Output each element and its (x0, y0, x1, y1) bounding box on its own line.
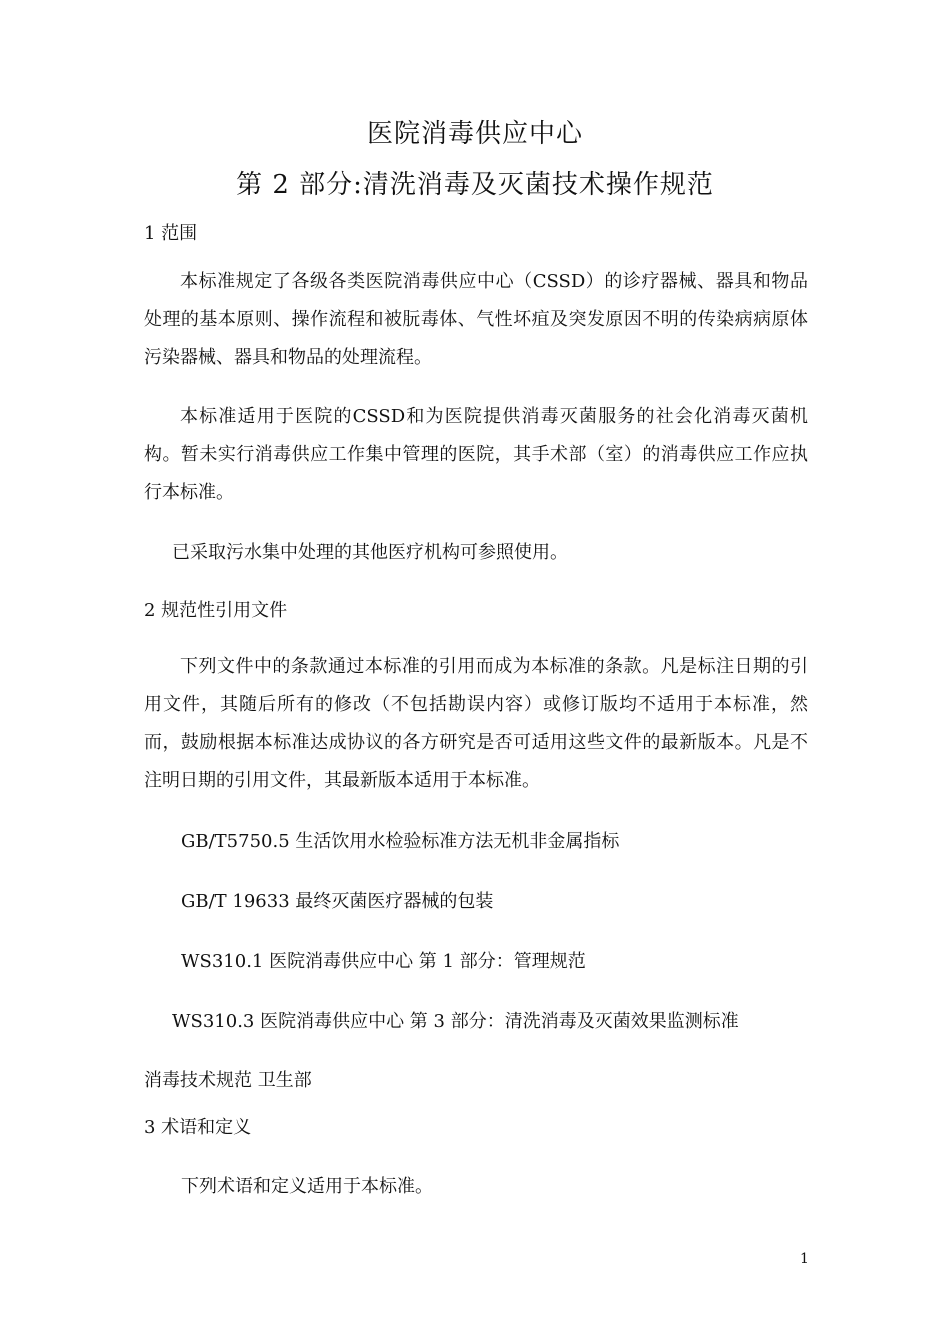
section-heading-scope: 1 范围 (144, 223, 198, 244)
section-heading-terms: 3 术语和定义 (144, 1117, 252, 1138)
document-title: 医院消毒供应中心 (366, 119, 583, 149)
scope-paragraph-3: 已采取污水集中处理的其他医疗机构可参照使用。 (172, 542, 568, 563)
reference-item: GB/T 19633 最终灭菌医疗器械的包装 (181, 891, 494, 912)
reference-item: GB/T5750.5 生活饮用水检验标准方法无机非金属指标 (181, 831, 620, 852)
reference-item: WS310.3 医院消毒供应中心 第 3 部分：清洗消毒及灭菌效果监测标准 (172, 1011, 739, 1032)
page-number: 1 (800, 1251, 809, 1267)
reference-item: WS310.1 医院消毒供应中心 第 1 部分：管理规范 (181, 951, 586, 972)
terms-paragraph-1: 下列术语和定义适用于本标准。 (181, 1176, 433, 1197)
reference-item: 消毒技术规范 卫生部 (144, 1070, 312, 1091)
scope-paragraph-2: 本标准适用于医院的CSSD和为医院提供消毒灭菌服务的社会化消毒灭菌机构。暂未实行消毒供应工作集中管理的医院，其手术部（室）的消毒供应工作应执行本标准。 (144, 406, 808, 503)
references-paragraph-1: 下列文件中的条款通过本标准的引用而成为本标准的条款。凡是标注日期的引用文件，其随后所有的修改（不包括勘误内容）或修订版均不适用于本标准，然而，鼓励根据本标准达成协议的各方研究是否可适用这些文件的最新版本。凡是不注明日期的引用文件，其最新版本适用于本标准。 (144, 656, 808, 791)
document-subtitle: 第 2 部分:清洗消毒及灭菌技术操作规范 (236, 170, 714, 200)
section-heading-references: 2 规范性引用文件 (144, 600, 288, 621)
scope-paragraph-1: 本标准规定了各级各类医院消毒供应中心（CSSD）的诊疗器械、器具和物品处理的基本原则、操作流程和被朊毒体、气性坏疽及突发原因不明的传染病病原体污染器械、器具和物品的处理流程。 (144, 271, 808, 368)
